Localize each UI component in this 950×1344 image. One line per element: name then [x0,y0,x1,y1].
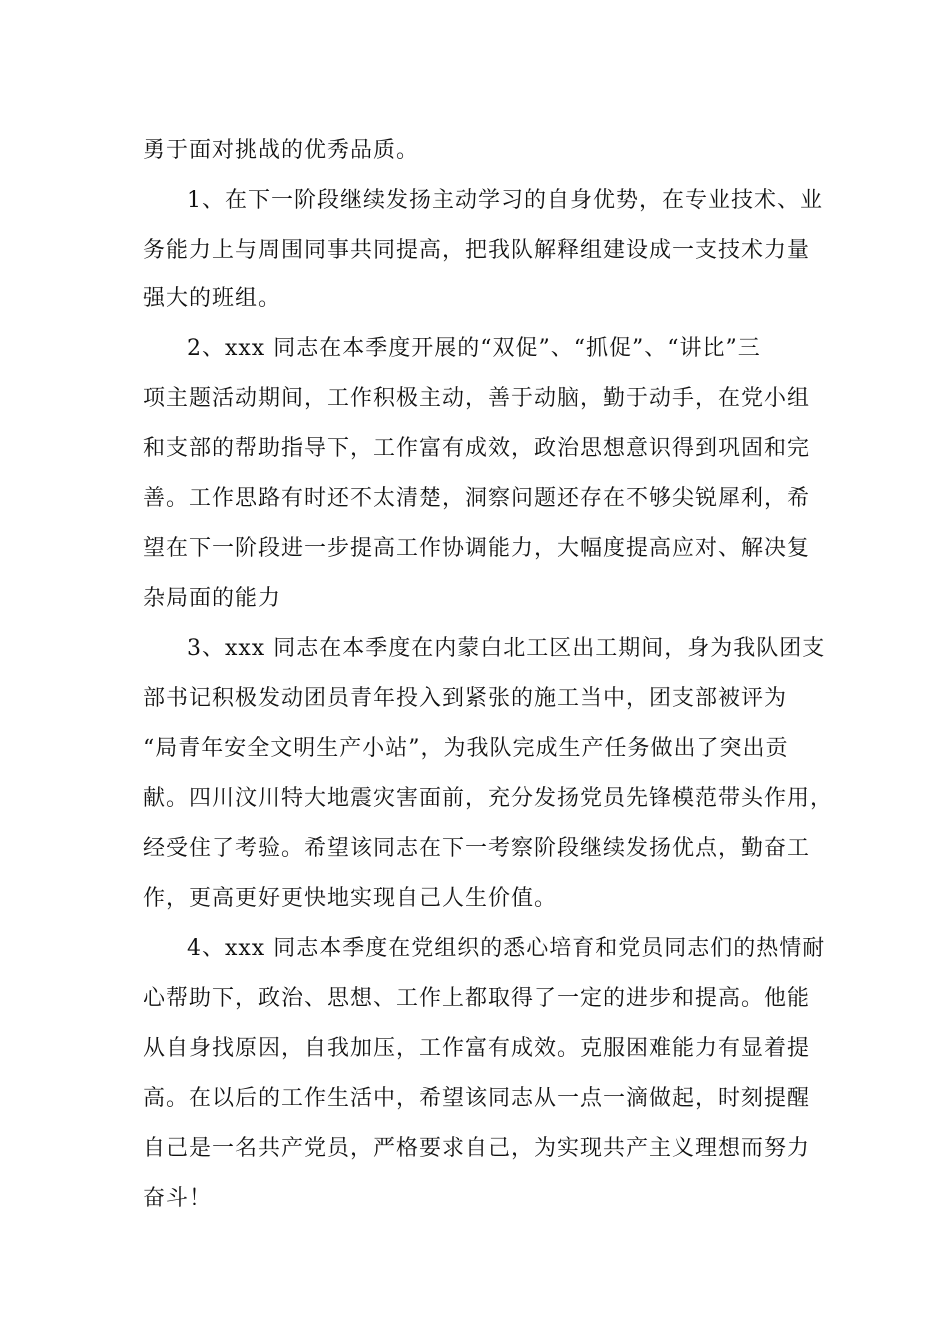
text-line: 项主题活动期间，工作积极主动，善于动脑，勤于动手，在党小组 [143,386,811,411]
text-line: 奋斗！ [143,1186,213,1211]
text-line: 作，更高更好更快地实现自己人生价值。 [143,886,558,911]
text-line: 望在下一阶段进一步提高工作协调能力，大幅度提高应对、解决复 [143,536,811,561]
text-line: 杂局面的能力 [143,586,282,611]
paragraph-3-first-line: 3、xxx 同志在本季度在内蒙白北工区出工期间，身为我队团支 [187,636,826,661]
text-line: 心帮助下，政治、思想、工作上都取得了一定的进步和提高。他能 [143,986,811,1011]
text-line: 从自身找原因，自我加压，工作富有成效。克服困难能力有显着提 [143,1036,811,1061]
text-line: 经受住了考验。希望该同志在下一考察阶段继续发扬优点，勤奋工 [143,836,811,861]
paragraph-4-first-line: 4、xxx 同志本季度在党组织的悉心培育和党员同志们的热情耐 [187,936,826,961]
text-line: 勇于面对挑战的优秀品质。 [143,138,420,163]
paragraph-1-first-line: 1、在下一阶段继续发扬主动学习的自身优势，在专业技术、业 [187,188,823,213]
text-line: 高。在以后的工作生活中，希望该同志从一点一滴做起，时刻提醒 [143,1086,811,1111]
text-line: 务能力上与周围同事共同提高，把我队解释组建设成一支技术力量 [143,238,811,263]
text-line: “局青年安全文明生产小站”，为我队完成生产任务做出了突出贡 [143,736,789,761]
text-line: 部书记积极发动团员青年投入到紧张的施工当中，团支部被评为 [143,686,788,711]
text-line: 和支部的帮助指导下，工作富有成效，政治思想意识得到巩固和完 [143,436,811,461]
text-line: 善。工作思路有时还不太清楚，洞察问题还存在不够尖锐犀利，希 [143,486,811,511]
text-line: 自己是一名共产党员，严格要求自己，为实现共产主义理想而努力 [143,1136,811,1161]
text-line: 强大的班组。 [143,286,282,311]
text-line: 献。四川汶川特大地震灾害面前，充分发扬党员先锋模范带头作用， [143,786,834,811]
paragraph-2-first-line: 2、xxx 同志在本季度开展的“双促”、“抓促”、“讲比”三 [187,336,761,361]
